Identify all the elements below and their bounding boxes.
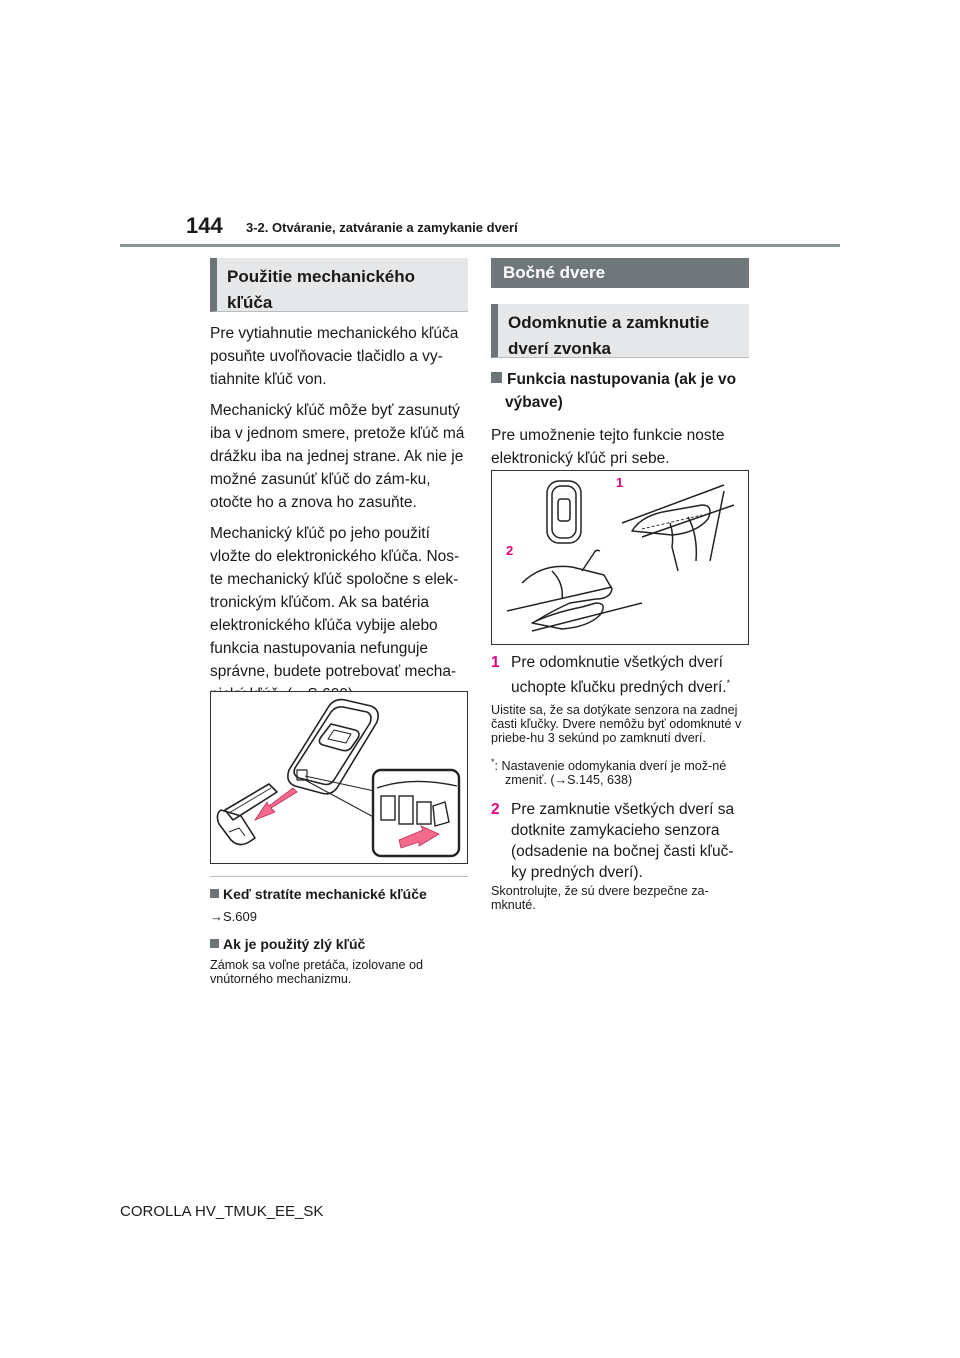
paragraph-3: Mechanický kľúč po jeho použití vložte do elektronického kľúča. Nos-te mechanický kľúč spoločne s elek-tronickým kľúčom. Ak sa batéria elektronického kľúča vybije alebo funkcia nastupovania nefunguje správne, budete potrebovať mecha- [210, 525, 460, 680]
figure-callout-1: 1 [616, 475, 624, 490]
door-handle-illustration [492, 471, 748, 644]
section-bar-side-doors: Bočné dvere [491, 258, 749, 288]
step-number: 1 [491, 654, 500, 671]
chapter-title: 3-2. Otváranie, zatváranie a zamykanie dverí [246, 220, 518, 235]
square-bullet-icon [210, 939, 219, 948]
note-heading-wrong-key: Ak je použitý zlý kľúč [210, 934, 468, 954]
note-heading-lost-keys: Keď stratíte mechanické kľúče [210, 884, 468, 904]
door-handle-figure [491, 470, 749, 645]
step-1-text: Pre odomknutie všetkých dverí uchopte kľučku predných dverí. [511, 654, 727, 697]
paragraph-1: Pre vytiahnutie mechanického kľúča posuňte uvoľňovacie tlačidlo a vy-tiahnite kľúč von. [210, 325, 459, 388]
function-text: Pre umožnenie tejto funkcie noste elektronický kľúč pri sebe. [491, 427, 725, 467]
footnote: *: Nastavenie odomykania dverí je mož-né zmeniť. (→S.145, 638) [491, 757, 727, 788]
footnote-marker: * [726, 678, 731, 688]
function-heading: Funkcia nastupovania (ak je vo výbave) [491, 368, 749, 414]
right-subsection-title: Odomknutie a zamknutie dverí zvonka [491, 304, 749, 358]
step-number: 2 [491, 801, 500, 819]
note-divider [210, 876, 468, 877]
figure-callout-2: 2 [506, 543, 514, 558]
step-1 [491, 652, 749, 698]
note-text-wrong-key: Zámok sa voľne pretáča, izolovane od vnútorného mechanizmu. [210, 958, 423, 986]
left-section-title: Použitie mechanického kľúča [210, 258, 468, 312]
step-2 [491, 799, 749, 883]
mechanical-key-figure [210, 691, 468, 864]
header-rule [120, 244, 840, 247]
steps [491, 652, 749, 912]
footer-text: COROLLA HV_TMUK_EE_SK [120, 1203, 324, 1220]
notes-left [210, 884, 468, 986]
step-2-text: Pre zamknutie všetkých dverí sa dotknite zamykacieho senzora (odsadenie na bočnej časti kľuč-ky predných dverí). [511, 801, 735, 882]
mechanical-key-illustration [211, 692, 467, 863]
page-number: 144 [186, 213, 223, 238]
square-bullet-icon [210, 889, 219, 898]
left-body [210, 322, 468, 714]
note-text-lost-keys: →S.609 [210, 909, 257, 924]
square-bullet-icon [491, 372, 502, 383]
right-body [491, 368, 749, 478]
paragraph-2: Mechanický kľúč môže byť zasunutý iba v jednom smere, pretože kľúč má drážku iba na jednej strane. Ak nie je možné zasunúť kľúč do zám-ku, otočte ho a znova ho zasuňte. [210, 402, 465, 511]
step-1-note: Uistite sa, že sa dotýkate senzora na zadnej časti kľučky. Dvere nemôžu byť odomknuté v priebe-hu 3 sekúnd po zamknutí dverí. [491, 703, 742, 746]
step-2-note: Skontrolujte, že sú dvere bezpečne za-mknuté. [491, 884, 709, 913]
